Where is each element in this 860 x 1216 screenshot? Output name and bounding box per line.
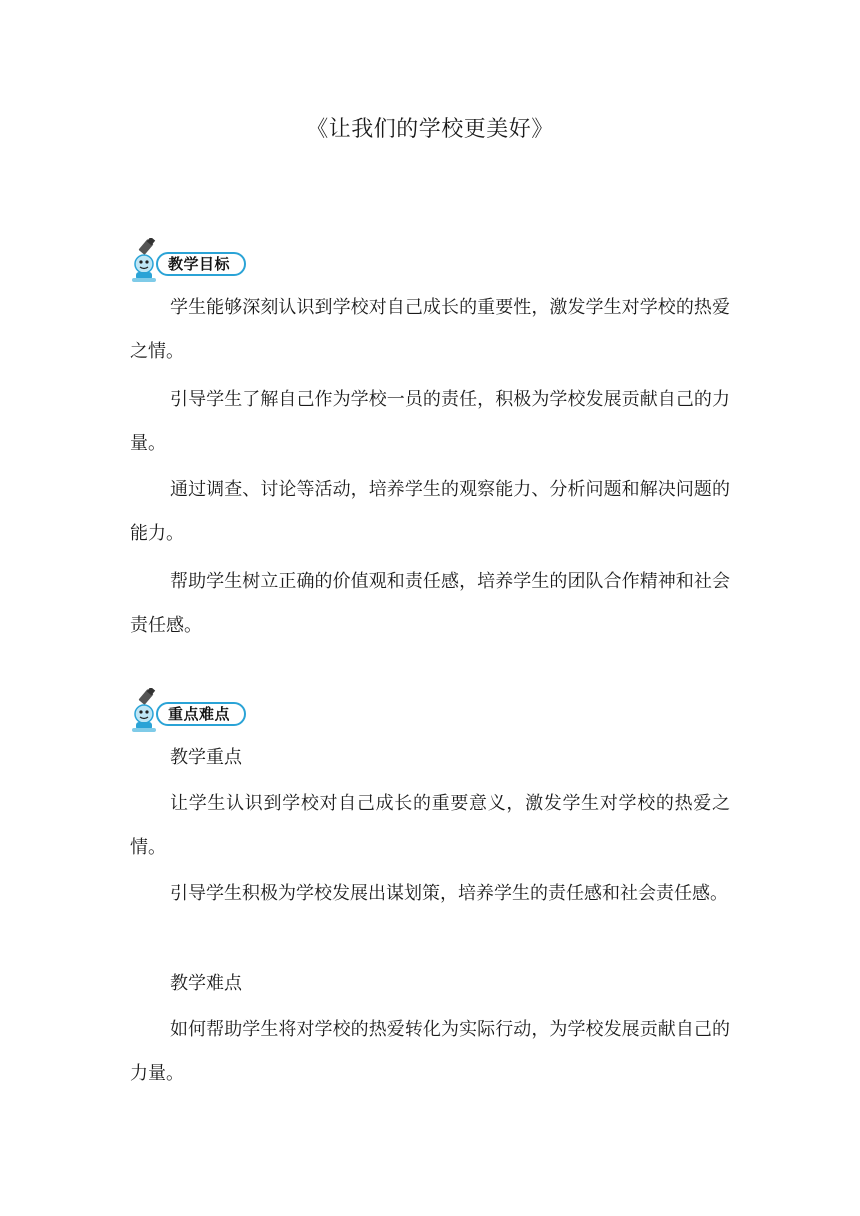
section-heading-badge bbox=[128, 238, 252, 284]
difficulty-paragraph: 如何帮助学生将对学校的热爱转化为实际行动，为学校发展贡献自己的力量。 bbox=[130, 1019, 730, 1084]
subheading-teaching-focus: 教学重点 bbox=[170, 747, 242, 768]
focus-paragraph: 让学生认识到学校对自己成长的重要意义，激发学生对学校的热爱之情。 bbox=[130, 793, 730, 858]
goal-paragraph: 引导学生了解自己作为学校一员的责任，积极为学校发展贡献自己的力量。 bbox=[130, 389, 730, 454]
section-heading-badge bbox=[128, 688, 252, 734]
goal-paragraph: 帮助学生树立正确的价值观和责任感，培养学生的团队合作精神和社会责任感。 bbox=[130, 571, 730, 636]
section-heading-teaching-goals: 教学目标 bbox=[168, 255, 231, 273]
section-heading-key-points: 重点难点 bbox=[168, 705, 231, 723]
subheading-teaching-difficulty: 教学难点 bbox=[170, 973, 242, 994]
goal-paragraph: 学生能够深刻认识到学校对自己成长的重要性，激发学生对学校的热爱之情。 bbox=[130, 297, 730, 362]
goal-paragraph: 通过调查、讨论等活动，培养学生的观察能力、分析问题和解决问题的能力。 bbox=[130, 479, 730, 544]
document-title: 《让我们的学校更美好》 bbox=[306, 117, 554, 142]
focus-paragraph: 引导学生积极为学校发展出谋划策，培养学生的责任感和社会责任感。 bbox=[170, 883, 728, 904]
